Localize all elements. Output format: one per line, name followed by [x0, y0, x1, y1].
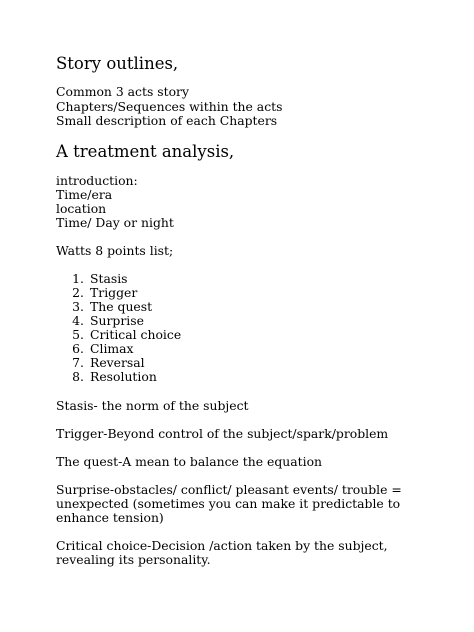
numbered-list-item — [70, 313, 144, 328]
list-number: 6. — [72, 341, 84, 356]
list-number: 4. — [72, 313, 84, 328]
list-text: Reversal — [90, 355, 145, 370]
description-paragraph: The quest-A mean to balance the equation — [56, 454, 323, 469]
numbered-list-item — [70, 299, 152, 314]
list-number: 1. — [72, 271, 84, 286]
treatment-item: Time/ Day or night — [56, 215, 174, 230]
list-text: Critical choice — [90, 327, 182, 342]
list-number: 8. — [72, 369, 84, 384]
numbered-list-item — [70, 285, 137, 300]
list-text: Trigger — [90, 285, 138, 300]
heading-treatment-analysis: A treatment analysis, — [56, 142, 235, 161]
list-text: Climax — [90, 341, 134, 356]
outline-item: Common 3 acts story — [56, 84, 189, 99]
list-number: 7. — [72, 355, 84, 370]
numbered-list-item — [70, 271, 128, 286]
list-text: Stasis — [90, 271, 128, 286]
treatment-item: location — [56, 201, 107, 216]
list-number: 2. — [72, 285, 84, 300]
numbered-list-item — [70, 327, 181, 342]
description-paragraph: Critical choice-Decision /action taken by the subject, revealing its personality. — [56, 538, 388, 568]
numbered-list-item — [70, 355, 145, 370]
list-text: Resolution — [90, 369, 157, 384]
numbered-list-item — [70, 369, 157, 384]
outline-item: Chapters/Sequences within the acts — [56, 99, 283, 114]
watts-list-title: Watts 8 points list; — [56, 243, 174, 258]
list-number: 5. — [72, 327, 84, 342]
list-text: The quest — [90, 299, 153, 314]
description-paragraph: Surprise-obstacles/ conflict/ pleasant events/ trouble = unexpected (sometimes you can make it predictable to enhance tension) — [56, 482, 402, 526]
description-paragraph: Stasis- the norm of the subject — [56, 398, 249, 413]
list-number: 3. — [72, 299, 84, 314]
description-paragraph: Trigger-Beyond control of the subject/spark/problem — [56, 426, 389, 441]
numbered-list-item — [70, 341, 134, 356]
list-text: Surprise — [90, 313, 144, 328]
treatment-item: Time/era — [56, 187, 113, 202]
treatment-item: introduction: — [56, 173, 138, 188]
heading-story-outlines: Story outlines, — [56, 54, 179, 73]
outline-item: Small description of each Chapters — [56, 113, 278, 128]
